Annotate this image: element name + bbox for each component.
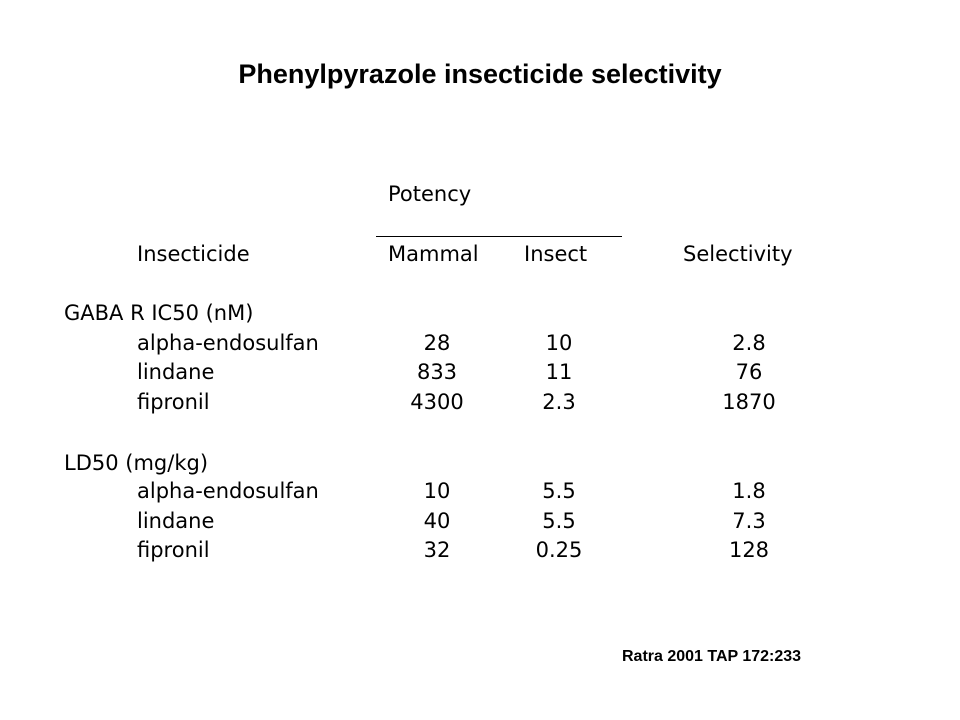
row-selectivity-value: 128 [728,538,770,562]
row-insect-value: 11 [545,360,573,384]
row-selectivity-value: 7.3 [732,509,766,533]
row-mammal-value: 32 [423,538,451,562]
row-insecticide-name: alpha-endosulfan [137,479,319,503]
citation: Ratra 2001 TAP 172:233 [622,648,802,665]
header-insect: Insect [524,242,588,266]
section-label-ld50: LD50 (mg/kg) [64,451,209,475]
row-mammal-value: 28 [423,331,451,355]
row-insecticide-name: lindane [137,509,215,533]
table-row [0,388,960,418]
row-mammal-value: 40 [423,509,451,533]
section-label-gaba: GABA R IC50 (nM) [64,301,254,325]
row-insect-value: 0.25 [535,538,583,562]
row-insect-value: 5.5 [542,479,576,503]
header-mammal: Mammal [388,242,479,266]
row-insect-value: 5.5 [542,509,576,533]
table-row [0,536,960,566]
row-insecticide-name: fipronil [137,390,210,414]
table-row [0,507,960,537]
header-insecticide: Insecticide [137,242,250,266]
row-selectivity-value: 1.8 [732,479,766,503]
row-insect-value: 2.3 [542,390,576,414]
potency-label: Potency [388,182,472,206]
row-selectivity-value: 76 [735,360,763,384]
row-mammal-value: 10 [423,479,451,503]
row-insecticide-name: fipronil [137,538,210,562]
header-selectivity: Selectivity [683,242,793,266]
row-mammal-value: 833 [416,360,458,384]
row-insect-value: 10 [545,331,573,355]
potency-underline [376,236,622,237]
table-row [0,477,960,507]
row-insecticide-name: lindane [137,360,215,384]
row-selectivity-value: 1870 [722,390,776,414]
slide-title: Phenylpyrazole insecticide selectivity [238,59,722,89]
row-selectivity-value: 2.8 [732,331,766,355]
row-mammal-value: 4300 [410,390,464,414]
table-row [0,329,960,359]
table-row [0,358,960,388]
row-insecticide-name: alpha-endosulfan [137,331,319,355]
